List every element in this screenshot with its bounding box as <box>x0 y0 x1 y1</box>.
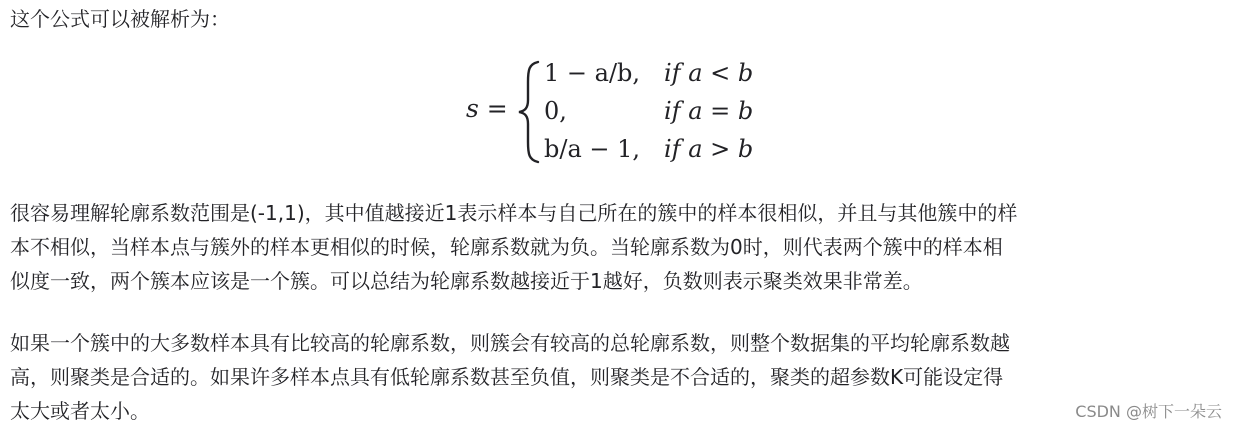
case-3-condition: if a > b <box>664 135 754 163</box>
formula-lhs <box>466 94 508 123</box>
paragraph-cluster-quality <box>10 326 1010 428</box>
silhouette-formula <box>0 56 1234 168</box>
paragraph-line: 本不相似，当样本点与簇外的样本更相似的时候，轮廓系数就为负。当轮廓系数为0时，则代表两个簇中的样本相 <box>10 235 1003 259</box>
formula-lhs-variable: s <box>466 94 479 123</box>
paragraph-line: 似度一致，两个簇本应该是一个簇。可以总结为轮廓系数越接近于1越好，负数则表示聚类效果非常差。 <box>10 269 923 293</box>
case-1-condition: if a < b <box>664 59 754 87</box>
paragraph-line: 很容易理解轮廓系数范围是(-1,1)，其中值越接近1表示样本与自己所在的簇中的样本很相似，并且与其他簇中的样 <box>10 201 1018 225</box>
paragraph-line: 如果一个簇中的大多数样本具有比较高的轮廓系数，则簇会有较高的总轮廓系数，则整个数据集的平均轮廓系数越 <box>10 331 1010 355</box>
case-3-expression: b/a − 1, <box>544 135 641 163</box>
case-2-expression: 0, <box>544 97 567 125</box>
left-brace-icon <box>516 60 542 164</box>
paragraph-line: 高，则聚类是合适的。如果许多样本点具有低轮廓系数甚至负值，则聚类是不合适的，聚类的超参数K可能设定得 <box>10 365 1004 389</box>
case-1-expression: 1 − a/b, <box>544 59 641 87</box>
intro-text: 这个公式可以被解析为： <box>10 7 230 31</box>
paragraph-line: 太大或者太小。 <box>10 399 150 423</box>
csdn-watermark: CSDN @树下一朵云 <box>1075 402 1222 421</box>
paragraph-silhouette-range <box>10 196 1017 298</box>
case-2-condition: if a = b <box>664 97 754 125</box>
formula-equals: = <box>486 94 508 123</box>
